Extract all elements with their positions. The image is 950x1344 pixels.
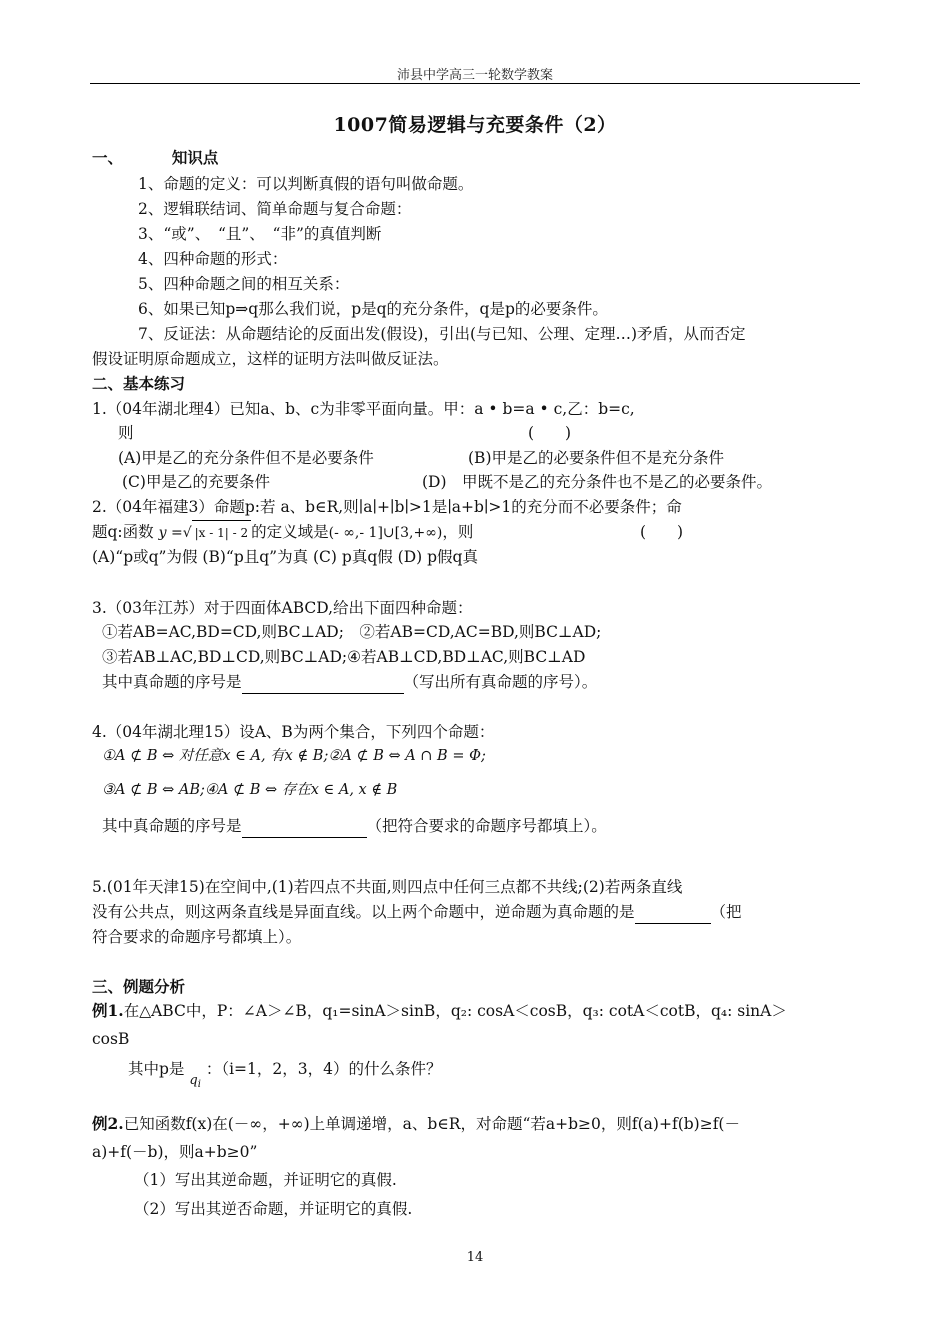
q3-stem: 3.（03年江苏）对于四面体ABCD,给出下面四种命题： <box>92 599 473 617</box>
q3-answer-blank[interactable] <box>242 673 404 694</box>
example2-text: 已知函数f(x)在(－∞，+∞)上单调递增，a、b∈R，对命题“若a+b≥0，则f(a)+f(b)≥f(－ <box>123 1115 740 1133</box>
q5-stem-end: 符合要求的命题序号都填上）。 <box>92 928 302 946</box>
q1-stem: 1.（04年湖北理4）已知a、b、c为非零平面向量。甲：a • b=a • c,乙：b=c, <box>92 400 635 418</box>
example1-line <box>92 999 787 1023</box>
example2-label: 例2. <box>92 1114 124 1133</box>
q4-answer-line <box>102 814 607 838</box>
q2-text-mid: 的定义域是 <box>251 523 329 541</box>
q2-domain: (- ∞,- 1]∪[3,+∞) <box>328 525 443 541</box>
example2-sub2: （2）写出其逆否命题，并证明它的真假. <box>134 1200 413 1218</box>
knowledge-item: 3、“或”、 “且”、 “非”的真值判断 <box>138 225 382 243</box>
q-subscript: i <box>197 1079 201 1090</box>
example1-cont: cosB <box>92 1030 130 1048</box>
knowledge-item: 6、如果已知p⇒q那么我们说，p是q的充分条件，q是p的必要条件。 <box>138 300 608 318</box>
q-symbol: q <box>189 1073 198 1088</box>
section1-heading-text: 知识点 <box>171 148 219 167</box>
document-title: 1007简易逻辑与充要条件（2） <box>333 114 617 136</box>
q2-text-post: ，则 <box>442 523 474 541</box>
q-i-symbol <box>189 1073 201 1088</box>
page-header: 沛县中学高三一轮数学教案 <box>396 68 553 83</box>
q2-func-radicand: |x - 1| - 2 <box>192 520 252 545</box>
knowledge-item: 7、反证法：从命题结论的反面出发(假设)，引出(与已知、公理、定理…)矛盾，从而否定 <box>138 325 746 343</box>
q4-props-1-2 <box>102 744 486 768</box>
q5-text-post: （把 <box>710 903 742 921</box>
q4-prop-2: ②A ⊄ B ⇔ A ∩ B = Φ; <box>328 748 486 764</box>
knowledge-item: 4、四种命题的形式： <box>138 250 288 268</box>
q2-text: 题q:函数 <box>92 523 154 541</box>
q2-stem-cont <box>92 520 473 545</box>
q1-answer-paren: ( ) <box>528 424 572 442</box>
q2-func-y: y = <box>158 525 183 541</box>
knowledge-item: 5、四种命题之间的相互关系： <box>138 275 350 293</box>
q5-stem-cont <box>92 900 742 924</box>
knowledge-item: 2、逻辑联结词、简单命题与复合命题： <box>138 200 412 218</box>
q4-props-3-4 <box>102 778 397 802</box>
q5-answer-blank[interactable] <box>635 903 711 924</box>
q3-props-3-4: ③若AB⊥AC,BD⊥CD,则BC⊥AD;④若AB⊥CD,BD⊥AC,则BC⊥AD <box>102 648 586 666</box>
example2-sub1: （1）写出其逆命题，并证明它的真假. <box>134 1171 397 1189</box>
q2-answer-paren: ( ) <box>640 523 684 541</box>
knowledge-item: 1、命题的定义：可以判断真假的语句叫做命题。 <box>138 175 474 193</box>
example2-line <box>92 1112 740 1136</box>
example1-question <box>128 1057 442 1097</box>
q2-function: y =√ |x - 1| - 2 <box>159 525 252 541</box>
section3-heading: 三、例题分析 <box>92 977 186 996</box>
q5-text: 没有公共点，则这两条直线是异面直线。以上两个命题中，逆命题为真命题的是 <box>92 903 635 921</box>
q1-stem-cont: 则 <box>118 424 134 442</box>
q3-answer-note: （写出所有真命题的序号）。 <box>403 673 598 691</box>
knowledge-item-continued: 假设证明原命题成立，这样的证明方法叫做反证法。 <box>92 350 449 368</box>
q1-option-d: (D) 甲既不是乙的充分条件也不是乙的必要条件。 <box>422 473 773 491</box>
q4-answer-note: （把符合要求的命题序号都填上）。 <box>366 817 607 835</box>
q1-option-a: (A)甲是乙的充分条件但不是必要条件 <box>118 449 374 467</box>
example1-text: 在△ABC中，P：∠A＞∠B，q₁=sinA＞sinB，q₂: cosA＜cosB，q₃: cotA＜cotB，q₄: sinA＞ <box>123 1002 787 1020</box>
q4-stem: 4.（04年湖北理15）设A、B为两个集合，下列四个命题： <box>92 723 495 741</box>
section2-heading: 二、基本练习 <box>92 374 186 393</box>
example1-question-pre: 其中p是 <box>128 1060 185 1078</box>
q4-prop-3: ③A ⊄ B ⇔ AB; <box>102 782 205 798</box>
q4-answer-blank[interactable] <box>242 817 367 838</box>
q1-option-b: (B)甲是乙的必要条件但不是充分条件 <box>468 449 724 467</box>
q3-answer-label: 其中真命题的序号是 <box>102 673 242 691</box>
q3-answer-line <box>102 670 597 694</box>
page-number: 14 <box>466 1250 484 1265</box>
q4-prop-1: ①A ⊄ B ⇔ 对任意x ∈ A, 有x ∉ B; <box>102 748 329 764</box>
example1-question-post: ：（i=1，2，3，4）的什么条件？ <box>205 1060 442 1078</box>
section1-heading <box>92 146 218 170</box>
q2-stem: 2.（04年福建3）命题p:若 a、b∈R,则∣a∣+∣b∣>1是∣a+b∣>1的充分而不必要条件；命 <box>92 498 682 516</box>
header-rule <box>90 83 860 84</box>
example2-cont: a)+f(－b)，则a+b≥0” <box>92 1143 258 1161</box>
q4-answer-label: 其中真命题的序号是 <box>102 817 242 835</box>
q5-stem: 5.(01年天津15)在空间中,(1)若四点不共面,则四点中任何三点都不共线;(2)若两条直线 <box>92 878 683 896</box>
q4-prop-4: ④A ⊄ B ⇔ 存在x ∈ A, x ∉ B <box>204 782 398 798</box>
section1-heading-num: 一、 <box>92 148 124 167</box>
example1-label: 例1. <box>92 1001 124 1020</box>
q3-props-1-2: ①若AB=AC,BD=CD,则BC⊥AD; ②若AB=CD,AC=BD,则BC⊥AD; <box>102 623 602 641</box>
q2-options: (A)“p或q”为假 (B)“p且q”为真 (C) p真q假 (D) p假q真 <box>92 548 478 566</box>
q1-option-c: (C)甲是乙的充要条件 <box>122 473 270 491</box>
